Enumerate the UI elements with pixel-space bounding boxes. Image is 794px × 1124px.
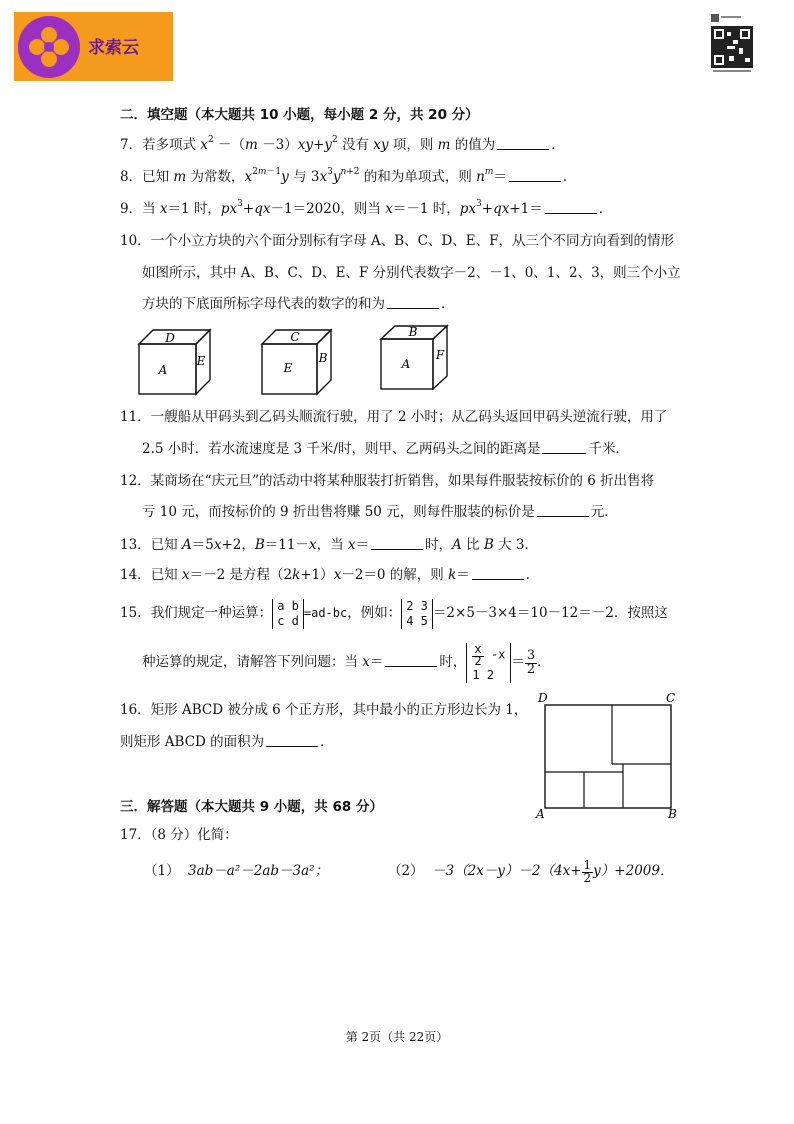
- brand-name: 求索云: [88, 38, 139, 58]
- question-17-part-2-expression: $-3(2x-y)-2(4x+\frac{1}{2}y)+2009$．: [432, 857, 674, 885]
- rectangle-squares-figure: [534, 688, 684, 822]
- question-16-line-2: 则矩形 ABCD 的面积为 ．: [120, 734, 334, 750]
- question-10-line-3: 方块的下底面所标字母代表的数字的和为 ．: [142, 296, 455, 312]
- answer-blank: [509, 169, 561, 182]
- cube-3-top-label: B: [408, 325, 418, 339]
- corner-label-c: C: [666, 691, 676, 705]
- determinant-definition: a b c d: [272, 599, 304, 629]
- cube-3-front-label: A: [401, 357, 411, 371]
- question-17-part-2: （2）: [388, 863, 424, 879]
- cube-2: [262, 330, 331, 394]
- question-12-line-2: 亏 10 元，而按标价的 9 折出售将赚 50 元，则每件服装的标价是 元．: [142, 504, 618, 520]
- brand-logo-icon: [18, 16, 80, 78]
- question-15-line-2: 种运算的规定，请解答下列问题：当 x＝ 时， $\frac{x}{2} -x$ 1 $2=\frac{3}{2}$．: [142, 641, 551, 682]
- corner-label-b: B: [668, 807, 677, 821]
- answer-blank: [266, 734, 318, 747]
- question-17-part-1-expression: 3ab－a²－2ab－3a²；: [188, 863, 329, 879]
- answer-blank: [472, 567, 524, 580]
- answer-blank: [542, 441, 586, 454]
- question-13: 13．已知 A＝5x+2，B＝11－x，当 x＝ 时，A 比 B 大 3．: [120, 537, 538, 553]
- cube-2-side-label: B: [318, 351, 328, 365]
- answer-blank: [387, 296, 439, 309]
- qr-code-icon: [709, 12, 755, 76]
- question-11-line-1: 11．一艘船从甲码头到乙码头顺流行驶，用了 2 小时；从乙码头返回甲码头逆流行驶，用了: [120, 409, 668, 425]
- question-10-line-1: 10．一个小立方块的六个面分别标有字母 A、B、C、D、E、F，从三个不同方向看到的情形: [120, 233, 675, 249]
- corner-label-a: A: [536, 807, 545, 821]
- cube-1-front-label: A: [158, 363, 168, 377]
- question-14: 14．已知 x＝－2 是方程（2k+1）x－2＝0 的解，则 k＝ ．: [120, 567, 540, 583]
- question-7: 7．若多项式 $x^2 -(m -3)xy+y^2$ 没有 xy 项，则 m 的值为 ．: [120, 135, 565, 153]
- question-12-line-1: 12．某商场在“庆元旦”的活动中将某种服装打折销售，如果每件服装按标价的 6 折出售将: [120, 473, 655, 489]
- answer-blank: [385, 654, 437, 667]
- page-footer: 第 2页（共 22页）: [345, 1030, 449, 1044]
- question-17-part-1: （1）: [144, 863, 180, 879]
- cube-3: [381, 325, 447, 389]
- corner-label-d: D: [538, 691, 548, 705]
- section-2-title: 二．填空题（本大题共 10 小题，每小题 2 分，共 20 分）: [120, 107, 479, 123]
- question-10-line-2: 如图所示，其中 A、B、C、D、E、F 分别代表数字－2、－1、0、1、2、3，则三个小立: [142, 265, 681, 281]
- answer-blank: [537, 504, 589, 517]
- cube-1-top-label: D: [165, 331, 175, 345]
- question-17-heading: 17．（8 分）化简：: [120, 827, 238, 843]
- answer-blank: [371, 537, 423, 550]
- question-8: 8．已知 m 为常数，$x^{2m-1}y$ 与 $3x^3y^{n+2}$ 的和为单项式，则 $n^m=$ ．: [120, 167, 577, 185]
- question-9: 9．当 x＝1 时，$px^3+qx-1=2020$，则当 x＝－1 时，$px^3+qx+1=$ ．: [120, 199, 613, 217]
- determinant-question: $\frac{x}{2} -x$ 1 2: [466, 643, 511, 683]
- section-3-title: 三．解答题（本大题共 9 小题，共 68 分）: [120, 799, 383, 815]
- cube-2-top-label: C: [290, 330, 300, 344]
- determinant-example: 2 3 4 5: [401, 599, 433, 629]
- cube-3-side-label: F: [435, 348, 445, 362]
- question-11-line-2: 2.5 小时．若水流速度是 3 千米/时，则甲、乙两码头之间的距离是 千米．: [142, 441, 629, 457]
- cube-1-side-label: E: [196, 354, 206, 368]
- question-15-line-1: 15．我们规定一种运算： a b c d=ad-bc，例如： 2 3 4 5 ＝2×5－3×4＝10－12＝－2．按照这: [120, 598, 668, 628]
- answer-blank: [545, 201, 597, 214]
- question-16-line-1: 16．矩形 ABCD 被分成 6 个正方形，其中最小的正方形边长为 1，: [120, 702, 528, 718]
- cubes-figure: [130, 322, 470, 398]
- answer-blank: [497, 137, 549, 150]
- cube-2-front-label: E: [283, 361, 293, 375]
- cube-1: [139, 330, 210, 394]
